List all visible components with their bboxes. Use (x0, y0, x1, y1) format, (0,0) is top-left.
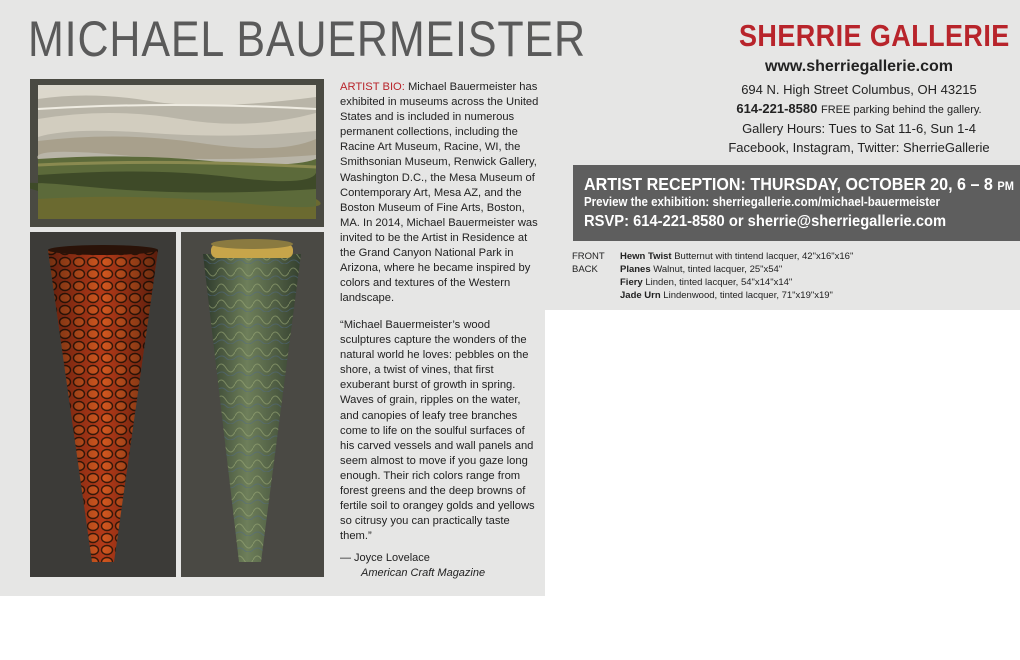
credit-title: Fiery (620, 277, 643, 288)
gallery-url-link[interactable]: www.sherriegallerie.com (765, 58, 953, 75)
credit-title: Hewn Twist (620, 251, 672, 262)
front-label: FRONT (572, 251, 605, 262)
artist-bio (340, 80, 540, 306)
gallery-social: Facebook, Instagram, Twitter: SherrieGallerie (728, 140, 990, 155)
back-label: BACK (572, 264, 598, 275)
planes-wall-panel-image (30, 79, 324, 227)
gallery-name-heading: SHERRIE GALLERIE (739, 18, 1010, 53)
parking-note: FREE parking behind the gallery. (820, 104, 982, 116)
reception-pm: PM (997, 179, 1014, 193)
credit-line (620, 289, 833, 302)
quote-source: American Craft Magazine (361, 567, 486, 579)
artist-bio-label: ARTIST BIO: (340, 81, 405, 93)
reception-title (584, 174, 1014, 195)
credit-desc: Linden, tinted lacquer, 54"x14"x14" (645, 277, 793, 288)
gallery-phone-line (720, 101, 998, 116)
artist-name-heading: MICHAEL BAUERMEISTER (28, 11, 586, 67)
artist-bio-text: Michael Bauermeister has exhibited in museums across the United States and is included in numerous permanent collections, including the Racine Art Museum, Racine, WI, the Smithsonian Museum, Renwick Gallery, Washington D.C., the Mesa Museum of Contemporary Art, Mesa AZ, and the Boston Museum of Fine Arts, Boston, MA. In 2014, Michael Bauermeister was invited to be the Artist in Residence at the Grand Canyon National Park in Arizona, where he became inspired by colors and textures of the Western landscape. (340, 81, 539, 305)
fiery-vessel-image (30, 232, 176, 577)
quote-attribution (340, 551, 485, 581)
credit-title: Jade Urn (620, 290, 661, 301)
gallery-address: 694 N. High Street Columbus, OH 43215 (741, 82, 977, 97)
reception-banner (573, 165, 1020, 241)
gallery-phone: 614-221-8580 (736, 101, 818, 116)
reception-preview-link[interactable]: Preview the exhibition: sherriegallerie.com/michael-bauermeister (584, 195, 940, 209)
reception-rsvp[interactable]: RSVP: 614-221-8580 or sherrie@sherriegallerie.com (584, 213, 947, 230)
press-quote: “Michael Bauermeister’s wood sculptures capture the wonders of the natural world he loves: pebbles on the shore, a twist of vines, that first exuberant burst of growth in spring. Waves of grain, ripples on the water, and canopies of leafy tree branches come to life on the soulful surfaces of his carved vessels and wall panels and seem almost to move if you gaze long enough. Their rich colors range from forest greens and the deep browns of fertile soil to orangey golds and yellows so citrusy you can practically taste them.” (340, 319, 535, 543)
credit-desc: Lindenwood, tinted lacquer, 71"x19"x19" (663, 290, 833, 301)
gallery-hours: Gallery Hours: Tues to Sat 11-6, Sun 1-4 (742, 121, 976, 136)
credit-desc: Walnut, tinted lacquer, 25"x54" (653, 264, 783, 275)
credit-desc: Butternut with tintend lacquer, 42"x16"x16" (674, 251, 854, 262)
credit-title: Planes (620, 264, 651, 275)
jade-urn-vessel-image (181, 232, 324, 577)
credit-line (620, 250, 853, 263)
reception-title-text: ARTIST RECEPTION: THURSDAY, OCTOBER 20, 6 – 8 (584, 174, 993, 194)
quote-author: — Joyce Lovelace (340, 552, 430, 564)
credit-line (620, 276, 792, 289)
credit-line (620, 263, 782, 276)
